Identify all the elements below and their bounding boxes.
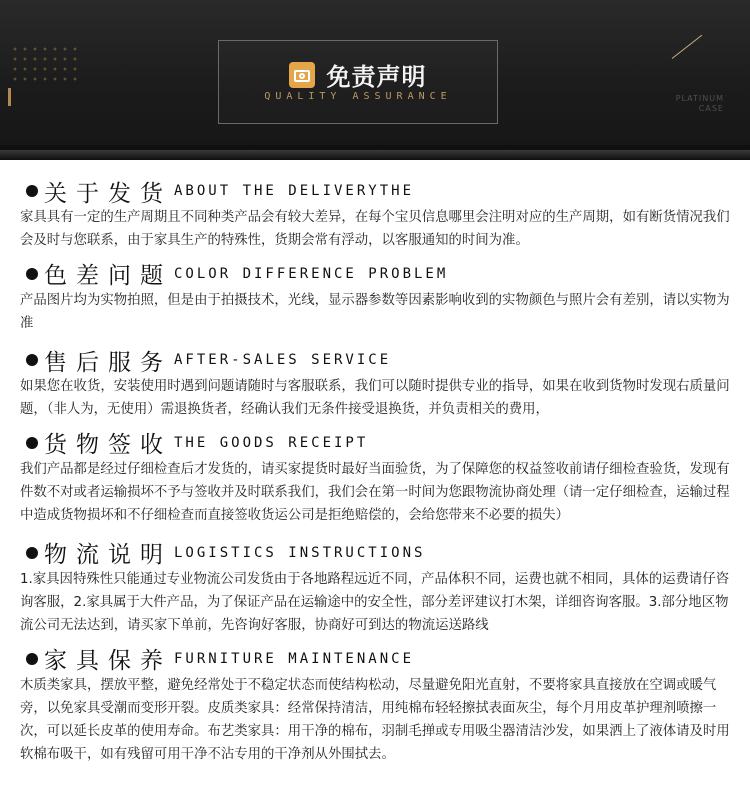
section-body: 我们产品都是经过仔细检查后才发货的，请买家提货时最好当面验货，为了保障您的权益签收前请仔细检查验货，发现有件数不对或者运输损坏不予与签收并及时联系我们，我们会在第一时间为您跟物流协商处理（请一定仔细检查，运输过程中造成货物损坏和不仔细检查而直接签收货运公司是拒绝赔偿的，会给您带来不必要的损失） xyxy=(20,461,730,524)
section-heading xyxy=(20,259,732,289)
section-body: 产品图片均为实物拍照，但是由于拍摄技术，光线，显示器参数等因素影响收到的实物颜色与照片会有差别，请以实物为准 xyxy=(20,292,730,331)
bullet-icon xyxy=(26,653,38,665)
section-after-sales xyxy=(20,345,732,422)
section-goods-receipt xyxy=(20,428,732,528)
section-color-difference xyxy=(20,259,732,336)
section-heading-en: COLOR DIFFERENCE PROBLEM xyxy=(174,265,449,282)
banner-bottom-strip xyxy=(0,150,750,160)
section-body: 1.家具因特殊性只能通过专业物流公司发货由于各地路程远近不同，产品体积不同，运费也就不相同，具体的运费请仔咨询客服，2.家具属于大件产品，为了保证产品在运输途中的安全性，部分差评建议打木架，详细咨询客服。3.部分地区物流公司无法达到，请买家下单前，先咨询好客服，协商好可到达的物流运送路线 xyxy=(20,571,730,634)
section-body: 如果您在收货，安装使用时遇到问题请随时与客服联系，我们可以随时提供专业的指导，如果在收到货物时发现右质量问题，（非人为，无使用）需退换货者，经确认我们无条件接受退换货，并负责相关的费用， xyxy=(20,379,730,418)
section-heading-cn: 售后服务 xyxy=(44,349,172,376)
camera-icon xyxy=(289,62,315,88)
bullet-icon xyxy=(26,547,38,559)
corner-watermark: PLATINUM CASE xyxy=(675,94,724,113)
disclaimer-content xyxy=(20,176,732,769)
header-banner xyxy=(0,0,750,160)
section-heading-en: AFTER-SALES SERVICE xyxy=(174,352,392,369)
banner-title: 免责声明 xyxy=(326,63,427,91)
section-body: 木质类家具，摆放平整，避免经常处于不稳定状态而使结构松动，尽量避免阳光直射，不要将家具直接放在空调或暖气旁，以免家具受潮而变形开裂。皮质类家具：经常保持清洁，用纯棉布轻轻擦拭表面灰尘，每个月用皮革护理剂喷擦一次，可以延长皮革的使用寿命。布艺类家具：用干净的棉布，羽制毛掸或专用吸尘器清洁沙发，如果洒上了液体请及时用软棉布吸干，如有残留可用干净不沾专用的干净剂从外围拭去。 xyxy=(20,677,730,763)
section-heading-en: ABOUT THE DELIVERYTHE xyxy=(174,183,415,199)
section-heading-cn: 色差问题 xyxy=(44,263,172,290)
section-heading xyxy=(20,176,732,206)
banner-subtitle: QUALITY ASSURANCE xyxy=(264,91,452,102)
decorative-gold-bar xyxy=(8,88,11,106)
section-heading xyxy=(20,428,732,458)
section-heading-en: FURNITURE MAINTENANCE xyxy=(174,650,415,667)
section-heading-cn: 关于发货 xyxy=(44,180,172,207)
section-heading xyxy=(20,644,732,674)
section-delivery xyxy=(20,176,732,253)
bullet-icon xyxy=(26,268,38,280)
decorative-diagonal-line xyxy=(672,35,703,59)
section-heading-cn: 家具保养 xyxy=(44,648,172,675)
decorative-dot-grid xyxy=(10,44,80,84)
section-logistics xyxy=(20,538,732,638)
section-maintenance xyxy=(20,644,732,767)
bullet-icon xyxy=(26,185,38,197)
title-frame xyxy=(218,40,498,124)
bullet-icon xyxy=(26,354,38,366)
section-heading xyxy=(20,538,732,568)
section-body: 家具具有一定的生产周期且不同种类产品会有较大差异，在每个宝贝信息哪里会注明对应的生产周期，如有断货情况我们会及时与您联系，由于家具生产的特殊性，货期会常有浮动，以客服通知的时间为准。 xyxy=(20,210,730,249)
section-heading xyxy=(20,345,732,375)
section-heading-cn: 货物签收 xyxy=(44,432,172,459)
section-heading-en: LOGISTICS INSTRUCTIONS xyxy=(174,544,426,561)
section-heading-en: THE GOODS RECEIPT xyxy=(174,434,369,451)
section-heading-cn: 物流说明 xyxy=(44,542,172,569)
bullet-icon xyxy=(26,437,38,449)
